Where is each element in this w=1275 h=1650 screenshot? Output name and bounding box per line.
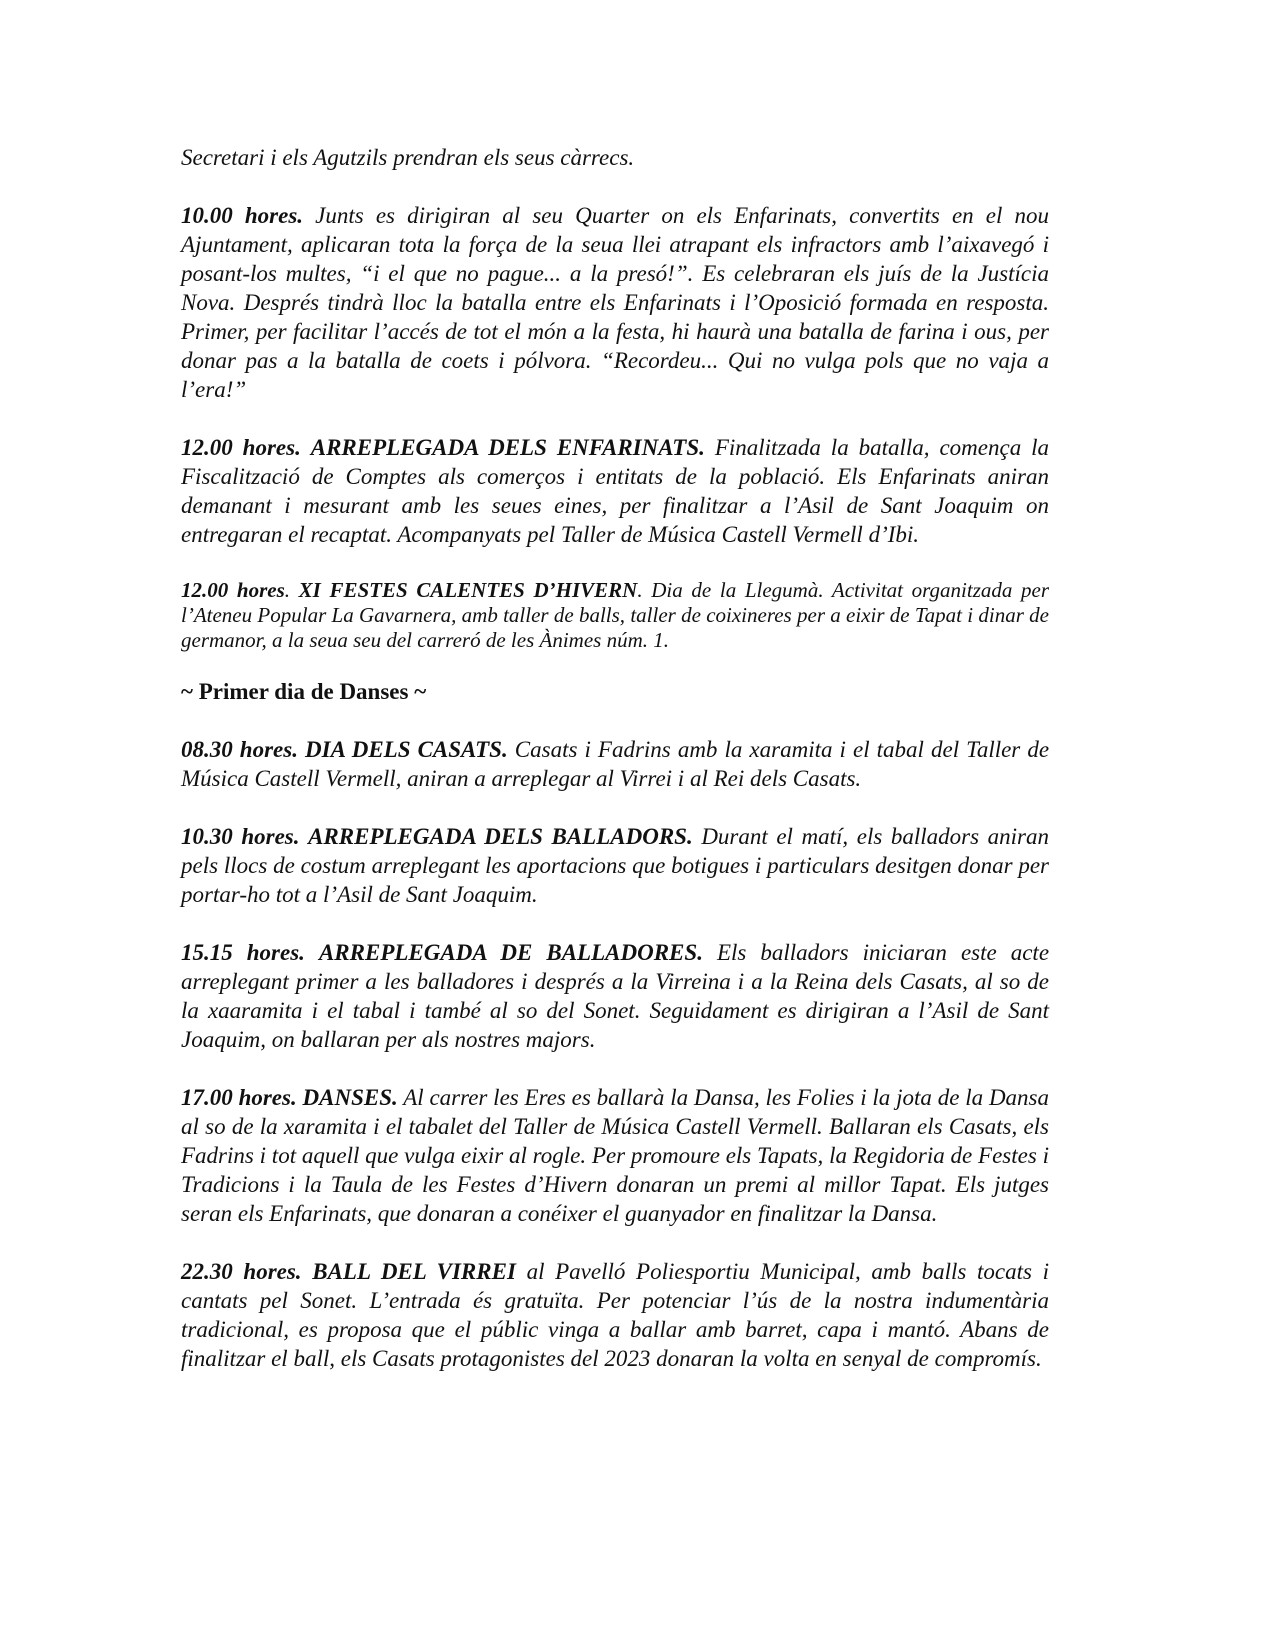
event-1700 — [181, 1083, 1049, 1228]
document-page — [181, 143, 1049, 1373]
event-text: Al carrer les Eres es ballarà la Dansa, les Folies i la jota de la Dansa al so de la xaramita i el tabalet del Taller de Música Castell Vermell. Ballaran els Casats, els Fadrins i tot aquell que vulga eixir al rogle. Per promoure els Tapats, la Regidoria de Festes i Tradicions i la Taula de les Festes d’Hivern donaran un premi al millor Tapat. Els jutges seran els Enfarinats, que donaran a conéixer el guanyador en finalitzar la Dansa. — [181, 1085, 1049, 1226]
event-text: Finalitzada la batalla, comença la Fiscalització de Comptes als comerços i entitats de la població. Els Enfarinats aniran demanant i mesurant amb les seues eines, per finalitzar a l’Asil de Sant Joaquim on entregaran el recaptat. Acompanyats pel Taller de Música Castell Vermell d’Ibi. — [181, 435, 1050, 547]
event-time: 12.00 hores — [181, 578, 285, 602]
event-text: Els balladors iniciaran este acte arreplegant primer a les balladores i després a la Virreina i a la Reina dels Casats, al so de la xaaramita i el tabal i també al so del Sonet. Seguidament es dirigiran a l’Asil de Sant Joaquim, on ballaran per als nostres majors. — [181, 940, 1050, 1052]
event-text: Casats i Fadrins amb la xaramita i el tabal del Taller de Música Castell Vermell, aniran a arreplegar al Virrei i al Rei dels Casats. — [181, 737, 1050, 791]
event-title: DANSES. — [302, 1085, 398, 1110]
event-text: Dia de la Llegumà. Activitat organitzada per l’Ateneu Popular La Gavarnera, amb taller de balls, taller de coixineres per a eixir de Tapat i dinar de germanor, a la seua seu del carreró de les Ànimes núm. 1. — [181, 578, 1050, 652]
event-time: 17.00 hores. — [181, 1085, 297, 1110]
event-title: XI FESTES CALENTES D’HIVERN — [298, 578, 638, 602]
event-title: ARREPLEGADA DELS BALLADORS. — [308, 824, 693, 849]
event-time: 10.30 hores. — [181, 824, 300, 849]
event-time: 12.00 hores. — [181, 435, 301, 460]
event-1200-festes-calentes: 12.00 hores. XI FESTES CALENTES D’HIVERN. Dia de la Llegumà. Activitat organitzada per l’Ateneu Popular La Gavarnera, amb taller de balls, taller de coixineres per a eixir de Tapat i dinar de germanor, a la seua seu del carreró de les Ànimes núm. 1. — [181, 578, 1050, 652]
event-1000 — [181, 201, 1049, 404]
event-time: 22.30 hores. — [181, 1259, 302, 1284]
event-title: ARREPLEGADA DE BALLADORES. — [318, 940, 703, 965]
event-title: ARREPLEGADA DELS ENFARINATS. — [310, 435, 705, 460]
event-1515 — [181, 938, 1049, 1054]
event-text: Junts es dirigiran al seu Quarter on els Enfarinats, convertits en el nou Ajuntament, aplicaran tota la força de la seua llei atrapant els infractors amb l’aixavegó i posant-los multes, “i el que no pague... a la presó!”. Es celebraran els juís de la Justícia Nova. Després tindrà lloc la batalla entre els Enfarinats i l’Oposició formada en resposta. Primer, per facilitar l’accés de tot el món a la festa, hi haurà una batalla de farina i ous, per donar pas a la batalla de coets i pólvora. “Recordeu... Qui no vulga pols que no vaja a l’era!” — [181, 203, 1049, 402]
event-text: al Pavelló Poliesportiu Municipal, amb balls tocats i cantats pel Sonet. L’entrada és gratuïta. Per potenciar l’ús de la nostra indumentària tradicional, es proposa que el públic vinga a ballar amb barret, capa i mantó. Abans de finalitzar el ball, els Casats protagonistes del 2023 donaran la volta en senyal de compromís. — [181, 1259, 1050, 1371]
event-0830 — [181, 735, 1049, 793]
event-time: 15.15 hores. — [181, 940, 305, 965]
event-1030 — [181, 822, 1049, 909]
event-text: Durant el matí, els balladors aniran pels llocs de costum arreplegant les aportacions que botigues i particulars desitgen donar per portar-ho tot a l’Asil de Sant Joaquim. — [181, 824, 1050, 907]
event-title: DIA DELS CASATS. — [305, 737, 508, 762]
event-1200-enfarinats — [181, 433, 1049, 549]
intro-paragraph: Secretari i els Agutzils prendran els seus càrrecs. — [181, 145, 635, 170]
section-heading: ~ Primer dia de Danses ~ — [181, 679, 427, 704]
event-time: 08.30 hores. — [181, 737, 298, 762]
event-time: 10.00 hores. — [181, 203, 304, 228]
event-2230 — [181, 1257, 1049, 1373]
event-title: BALL DEL VIRREI — [312, 1259, 516, 1284]
